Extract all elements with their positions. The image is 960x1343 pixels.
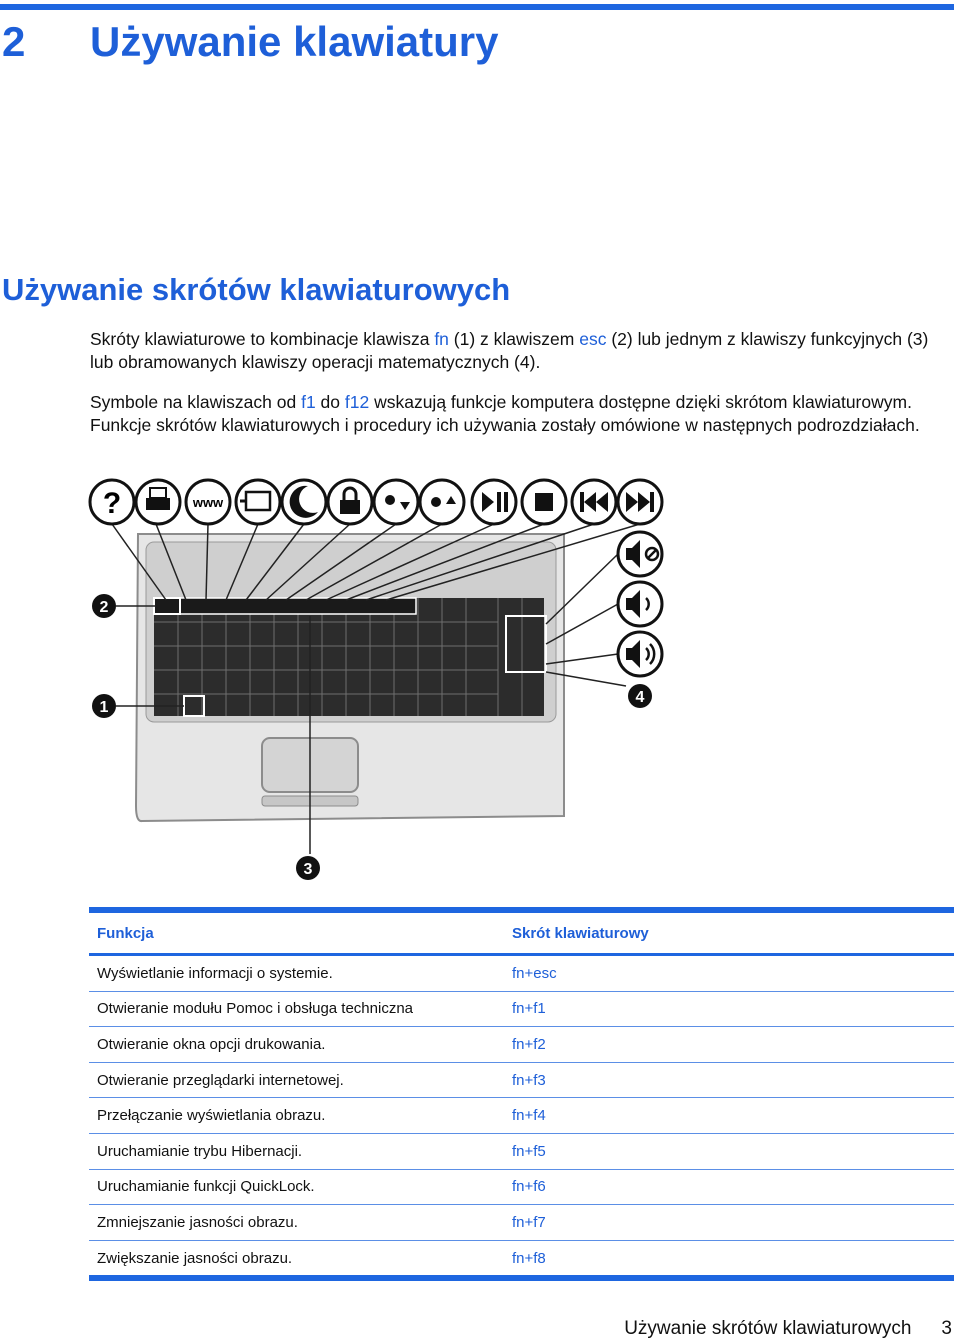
cell-shortcut: fn+esc bbox=[512, 964, 557, 982]
top-icon-row bbox=[90, 480, 662, 524]
brightness-up-icon bbox=[420, 480, 464, 524]
cell-shortcut: fn+f2 bbox=[512, 1035, 546, 1053]
chapter-number: 2 bbox=[2, 18, 26, 65]
cell-function: Uruchamianie trybu Hibernacji. bbox=[97, 1142, 303, 1160]
cell-shortcut: fn+f6 bbox=[512, 1178, 546, 1196]
function-key-row bbox=[154, 598, 416, 614]
svg-text:3: 3 bbox=[303, 861, 313, 878]
brightness-down-icon bbox=[374, 480, 418, 524]
f12-key-ref: f12 bbox=[344, 392, 370, 412]
mute-icon bbox=[618, 532, 662, 576]
key-area bbox=[154, 598, 544, 716]
callout-4 bbox=[628, 684, 652, 708]
symbols-paragraph bbox=[90, 391, 956, 437]
cell-shortcut: fn+f1 bbox=[512, 1000, 546, 1018]
cell-shortcut: fn+f3 bbox=[512, 1071, 546, 1089]
help-icon bbox=[90, 480, 134, 524]
shortcuts-table bbox=[89, 907, 954, 1281]
table-row bbox=[89, 1027, 954, 1063]
table-header bbox=[89, 913, 954, 956]
esc-key-ref: esc bbox=[579, 329, 607, 349]
cell-function: Zwiększanie jasności obrazu. bbox=[97, 1249, 293, 1267]
cell-function: Uruchamianie funkcji QuickLock. bbox=[97, 1178, 315, 1196]
svg-text:4: 4 bbox=[635, 689, 645, 706]
callout-2 bbox=[92, 594, 116, 618]
table-row bbox=[89, 992, 954, 1028]
sleep-moon-icon bbox=[282, 480, 326, 524]
stop-icon bbox=[522, 480, 566, 524]
table-body bbox=[89, 956, 954, 1281]
svg-text:1: 1 bbox=[99, 699, 109, 716]
cell-function: Wyświetlanie informacji o systemie. bbox=[97, 964, 333, 982]
display-icon bbox=[236, 480, 280, 524]
svg-text:www: www bbox=[192, 495, 224, 510]
para1-text-3: (2) lub jednym z klawiszy funkcyjnych (3) lub obramowanych klawiszy operacji matematycznych (4). bbox=[90, 329, 929, 372]
table-row bbox=[89, 1134, 954, 1170]
table-row bbox=[89, 1241, 954, 1282]
cell-shortcut: fn+f4 bbox=[512, 1107, 546, 1125]
para2-text-1: Symbole na klawiszach od bbox=[90, 392, 302, 412]
page-number: 3 bbox=[941, 1318, 952, 1339]
side-icon-column bbox=[618, 532, 662, 676]
svg-text:2: 2 bbox=[99, 599, 109, 616]
chapter-heading bbox=[0, 14, 499, 70]
table-row bbox=[89, 1205, 954, 1241]
table-row bbox=[89, 956, 954, 992]
para2-text-3: wskazują funkcje komputera dostępne dzięki skrótom klawiaturowym. Funkcje skrótów klawiaturowych i procedury ich używania zostały omówione w następnych podrozdziałach. bbox=[90, 392, 920, 435]
footer-section: Używanie skrótów klawiaturowych bbox=[624, 1318, 912, 1339]
www-icon bbox=[186, 480, 230, 524]
volume-up-icon bbox=[618, 632, 662, 676]
table-row bbox=[89, 1063, 954, 1099]
cell-shortcut: fn+f8 bbox=[512, 1249, 546, 1267]
lock-icon bbox=[328, 480, 372, 524]
cell-function: Przełączanie wyświetlania obrazu. bbox=[97, 1107, 326, 1125]
chapter-title: Używanie klawiatury bbox=[90, 18, 499, 65]
para1-text-1: Skróty klawiaturowe to kombinacje klawisza bbox=[90, 329, 435, 349]
previous-track-icon bbox=[572, 480, 616, 524]
callout-1 bbox=[92, 694, 116, 718]
header-shortcut: Skrót klawiaturowy bbox=[512, 924, 649, 942]
page-footer bbox=[624, 1318, 952, 1340]
volume-down-icon bbox=[618, 582, 662, 626]
para1-text-2: (1) z klawiszem bbox=[448, 329, 580, 349]
header-function: Funkcja bbox=[97, 924, 154, 942]
cell-shortcut: fn+f5 bbox=[512, 1142, 546, 1160]
cell-shortcut: fn+f7 bbox=[512, 1213, 546, 1231]
print-icon bbox=[136, 480, 180, 524]
cell-function: Otwieranie modułu Pomoc i obsługa techniczna bbox=[97, 1000, 414, 1018]
cell-function: Zmniejszanie jasności obrazu. bbox=[97, 1213, 298, 1231]
intro-paragraph bbox=[90, 328, 956, 374]
section-title: Używanie skrótów klawiaturowych bbox=[2, 272, 511, 307]
next-track-icon bbox=[618, 480, 662, 524]
play-pause-icon bbox=[472, 480, 516, 524]
para2-text-2: do bbox=[315, 392, 345, 412]
cell-function: Otwieranie przeglądarki internetowej. bbox=[97, 1071, 344, 1089]
fn-key-ref: fn bbox=[434, 329, 449, 349]
callout-3 bbox=[296, 856, 320, 880]
table-row bbox=[89, 1170, 954, 1206]
top-rule bbox=[0, 4, 954, 10]
table-row bbox=[89, 1098, 954, 1134]
keyboard-figure bbox=[86, 476, 676, 886]
cell-function: Otwieranie okna opcji drukowania. bbox=[97, 1035, 326, 1053]
svg-text:?: ? bbox=[102, 487, 122, 520]
f1-key-ref: f1 bbox=[301, 392, 316, 412]
